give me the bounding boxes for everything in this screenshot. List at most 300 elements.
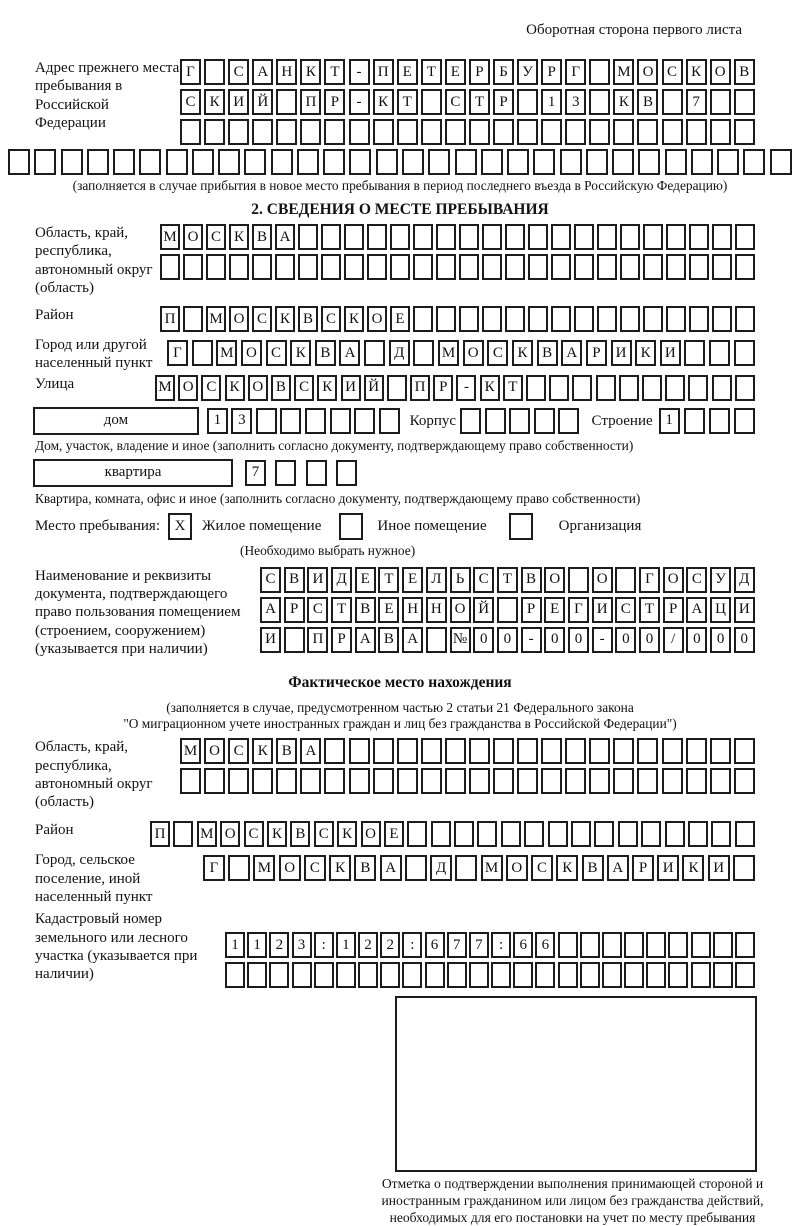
organization-checkbox[interactable] — [509, 513, 533, 540]
char-cell[interactable] — [589, 738, 610, 764]
char-cell[interactable] — [541, 738, 562, 764]
char-cell[interactable]: - — [592, 627, 613, 653]
char-cell[interactable] — [298, 224, 318, 250]
char-cell[interactable] — [662, 768, 683, 794]
char-cell[interactable] — [421, 738, 442, 764]
char-cell[interactable]: Е — [402, 567, 423, 593]
char-cell[interactable] — [565, 119, 586, 145]
char-cell[interactable]: С — [228, 738, 249, 764]
char-cell[interactable]: 6 — [425, 932, 445, 958]
char-cell[interactable]: Н — [276, 59, 297, 85]
char-cell[interactable] — [646, 962, 666, 988]
char-cell[interactable] — [541, 119, 562, 145]
prev-address-cells-row-3[interactable] — [180, 119, 755, 145]
char-cell[interactable] — [668, 932, 688, 958]
residential-checkbox[interactable]: X — [168, 513, 192, 540]
char-cell[interactable] — [276, 119, 297, 145]
char-cell[interactable]: О — [663, 567, 684, 593]
char-cell[interactable]: А — [275, 224, 295, 250]
char-cell[interactable] — [637, 738, 658, 764]
char-cell[interactable]: А — [252, 59, 273, 85]
char-cell[interactable] — [643, 224, 663, 250]
char-cell[interactable]: М — [438, 340, 459, 366]
char-cell[interactable] — [276, 89, 297, 115]
char-cell[interactable] — [735, 224, 755, 250]
char-cell[interactable] — [733, 855, 755, 881]
char-cell[interactable]: - — [456, 375, 476, 401]
char-cell[interactable]: 0 — [544, 627, 565, 653]
char-cell[interactable] — [344, 254, 364, 280]
char-cell[interactable] — [407, 821, 427, 847]
char-cell[interactable]: С — [252, 306, 272, 332]
char-cell[interactable]: 6 — [513, 932, 533, 958]
char-cell[interactable]: С — [266, 340, 287, 366]
char-cell[interactable] — [642, 375, 662, 401]
char-cell[interactable]: О — [367, 306, 387, 332]
factual-rayon-cells-row[interactable] — [150, 821, 755, 847]
char-cell[interactable] — [549, 375, 569, 401]
char-cell[interactable] — [684, 408, 705, 434]
char-cell[interactable] — [558, 932, 578, 958]
char-cell[interactable] — [602, 962, 622, 988]
char-cell[interactable] — [469, 738, 490, 764]
char-cell[interactable] — [526, 375, 546, 401]
char-cell[interactable] — [505, 254, 525, 280]
char-cell[interactable]: С — [487, 340, 508, 366]
char-cell[interactable] — [620, 224, 640, 250]
char-cell[interactable] — [376, 149, 398, 175]
char-cell[interactable] — [686, 738, 707, 764]
char-cell[interactable] — [314, 962, 334, 988]
char-cell[interactable]: 3 — [292, 932, 312, 958]
char-cell[interactable]: С — [201, 375, 221, 401]
char-cell[interactable]: 2 — [358, 932, 378, 958]
char-cell[interactable]: С — [180, 89, 201, 115]
char-cell[interactable]: М — [197, 821, 217, 847]
char-cell[interactable]: О — [178, 375, 198, 401]
gorod-cells-row[interactable] — [167, 340, 755, 366]
char-cell[interactable] — [321, 224, 341, 250]
char-cell[interactable] — [624, 932, 644, 958]
char-cell[interactable] — [735, 962, 755, 988]
char-cell[interactable] — [712, 306, 732, 332]
char-cell[interactable] — [390, 224, 410, 250]
char-cell[interactable]: : — [491, 932, 511, 958]
char-cell[interactable] — [387, 375, 407, 401]
char-cell[interactable]: В — [734, 59, 755, 85]
char-cell[interactable] — [192, 149, 214, 175]
char-cell[interactable]: М — [206, 306, 226, 332]
char-cell[interactable] — [615, 567, 636, 593]
char-cell[interactable] — [354, 408, 375, 434]
char-cell[interactable]: - — [349, 59, 370, 85]
char-cell[interactable] — [397, 119, 418, 145]
char-cell[interactable] — [413, 340, 434, 366]
char-cell[interactable]: А — [607, 855, 629, 881]
char-cell[interactable]: С — [445, 89, 466, 115]
char-cell[interactable] — [252, 768, 273, 794]
char-cell[interactable] — [505, 224, 525, 250]
char-cell[interactable]: 1 — [336, 932, 356, 958]
char-cell[interactable] — [638, 149, 660, 175]
kadastr-cells-row-2[interactable] — [225, 962, 755, 988]
char-cell[interactable] — [445, 738, 466, 764]
char-cell[interactable] — [228, 768, 249, 794]
char-cell[interactable] — [641, 821, 661, 847]
char-cell[interactable]: О — [183, 224, 203, 250]
char-cell[interactable]: 0 — [710, 627, 731, 653]
char-cell[interactable] — [390, 254, 410, 280]
char-cell[interactable] — [594, 821, 614, 847]
char-cell[interactable]: 0 — [615, 627, 636, 653]
char-cell[interactable]: Ц — [710, 597, 731, 623]
char-cell[interactable]: Д — [430, 855, 452, 881]
char-cell[interactable]: Г — [568, 597, 589, 623]
char-cell[interactable] — [637, 768, 658, 794]
char-cell[interactable] — [349, 738, 370, 764]
char-cell[interactable] — [247, 962, 267, 988]
char-cell[interactable]: 3 — [565, 89, 586, 115]
char-cell[interactable]: Т — [324, 59, 345, 85]
char-cell[interactable] — [183, 306, 203, 332]
char-cell[interactable] — [613, 738, 634, 764]
char-cell[interactable] — [734, 89, 755, 115]
char-cell[interactable]: : — [314, 932, 334, 958]
char-cell[interactable]: Н — [426, 597, 447, 623]
char-cell[interactable] — [225, 962, 245, 988]
char-cell[interactable] — [421, 768, 442, 794]
char-cell[interactable] — [691, 149, 713, 175]
char-cell[interactable]: Л — [426, 567, 447, 593]
char-cell[interactable] — [501, 821, 521, 847]
char-cell[interactable]: Д — [734, 567, 755, 593]
char-cell[interactable]: / — [663, 627, 684, 653]
char-cell[interactable] — [397, 768, 418, 794]
char-cell[interactable] — [691, 932, 711, 958]
char-cell[interactable]: Й — [252, 89, 273, 115]
char-cell[interactable] — [665, 821, 685, 847]
char-cell[interactable]: С — [304, 855, 326, 881]
char-cell[interactable]: К — [556, 855, 578, 881]
char-cell[interactable] — [482, 306, 502, 332]
char-cell[interactable] — [689, 306, 709, 332]
char-cell[interactable] — [551, 224, 571, 250]
oblast-cells-row-1[interactable] — [160, 224, 755, 250]
char-cell[interactable] — [689, 254, 709, 280]
char-cell[interactable] — [602, 932, 622, 958]
char-cell[interactable]: Т — [397, 89, 418, 115]
char-cell[interactable]: П — [300, 89, 321, 115]
char-cell[interactable]: О — [361, 821, 381, 847]
char-cell[interactable] — [662, 89, 683, 115]
char-cell[interactable]: Р — [632, 855, 654, 881]
char-cell[interactable]: О — [463, 340, 484, 366]
char-cell[interactable] — [336, 962, 356, 988]
char-cell[interactable] — [344, 224, 364, 250]
char-cell[interactable]: Г — [180, 59, 201, 85]
factual-oblast-cells-row-1[interactable] — [180, 738, 755, 764]
char-cell[interactable]: К — [229, 224, 249, 250]
char-cell[interactable] — [493, 119, 514, 145]
char-cell[interactable] — [735, 375, 755, 401]
char-cell[interactable]: 1 — [659, 408, 680, 434]
char-cell[interactable] — [192, 340, 213, 366]
char-cell[interactable]: Д — [331, 567, 352, 593]
char-cell[interactable]: С — [294, 375, 314, 401]
char-cell[interactable] — [421, 119, 442, 145]
char-cell[interactable] — [413, 306, 433, 332]
char-cell[interactable]: И — [708, 855, 730, 881]
kadastr-cells-row-1[interactable] — [225, 932, 755, 958]
char-cell[interactable]: С — [228, 59, 249, 85]
char-cell[interactable]: 7 — [245, 460, 266, 486]
char-cell[interactable] — [558, 408, 579, 434]
char-cell[interactable] — [684, 340, 705, 366]
char-cell[interactable] — [256, 408, 277, 434]
char-cell[interactable]: С — [314, 821, 334, 847]
char-cell[interactable] — [276, 768, 297, 794]
char-cell[interactable]: Т — [331, 597, 352, 623]
char-cell[interactable] — [541, 768, 562, 794]
char-cell[interactable] — [477, 821, 497, 847]
char-cell[interactable] — [61, 149, 83, 175]
char-cell[interactable]: П — [307, 627, 328, 653]
char-cell[interactable] — [574, 254, 594, 280]
char-cell[interactable]: Р — [586, 340, 607, 366]
other-premise-checkbox[interactable] — [339, 513, 363, 540]
char-cell[interactable] — [493, 768, 514, 794]
char-cell[interactable]: И — [660, 340, 681, 366]
char-cell[interactable]: В — [354, 855, 376, 881]
char-cell[interactable]: Е — [355, 567, 376, 593]
char-cell[interactable]: 7 — [686, 89, 707, 115]
char-cell[interactable] — [612, 149, 634, 175]
char-cell[interactable] — [712, 254, 732, 280]
char-cell[interactable]: П — [373, 59, 394, 85]
char-cell[interactable] — [528, 224, 548, 250]
dom-cells-row[interactable] — [207, 408, 400, 434]
char-cell[interactable]: Й — [364, 375, 384, 401]
char-cell[interactable] — [306, 460, 327, 486]
char-cell[interactable]: М — [481, 855, 503, 881]
char-cell[interactable] — [206, 254, 226, 280]
char-cell[interactable]: 0 — [686, 627, 707, 653]
char-cell[interactable]: П — [160, 306, 180, 332]
char-cell[interactable] — [513, 962, 533, 988]
char-cell[interactable] — [517, 768, 538, 794]
char-cell[interactable] — [324, 768, 345, 794]
char-cell[interactable] — [572, 375, 592, 401]
char-cell[interactable] — [770, 149, 792, 175]
char-cell[interactable] — [528, 254, 548, 280]
char-cell[interactable]: - — [521, 627, 542, 653]
char-cell[interactable] — [662, 738, 683, 764]
char-cell[interactable] — [580, 932, 600, 958]
char-cell[interactable]: А — [355, 627, 376, 653]
char-cell[interactable]: К — [267, 821, 287, 847]
char-cell[interactable]: С — [244, 821, 264, 847]
prev-address-cells-row-2[interactable] — [180, 89, 755, 115]
char-cell[interactable] — [596, 375, 616, 401]
char-cell[interactable]: С — [615, 597, 636, 623]
char-cell[interactable]: 1 — [247, 932, 267, 958]
char-cell[interactable]: С — [473, 567, 494, 593]
char-cell[interactable] — [445, 119, 466, 145]
char-cell[interactable] — [252, 119, 273, 145]
char-cell[interactable] — [734, 119, 755, 145]
char-cell[interactable]: Е — [544, 597, 565, 623]
char-cell[interactable] — [666, 224, 686, 250]
char-cell[interactable] — [459, 224, 479, 250]
char-cell[interactable] — [436, 306, 456, 332]
char-cell[interactable] — [455, 855, 477, 881]
char-cell[interactable] — [743, 149, 765, 175]
char-cell[interactable]: К — [329, 855, 351, 881]
char-cell[interactable] — [358, 962, 378, 988]
char-cell[interactable] — [624, 962, 644, 988]
char-cell[interactable]: 0 — [473, 627, 494, 653]
char-cell[interactable]: И — [228, 89, 249, 115]
char-cell[interactable]: 1 — [541, 89, 562, 115]
char-cell[interactable] — [292, 962, 312, 988]
ulitsa-cells-row[interactable] — [155, 375, 755, 401]
char-cell[interactable] — [574, 306, 594, 332]
char-cell[interactable] — [620, 254, 640, 280]
char-cell[interactable] — [735, 254, 755, 280]
char-cell[interactable]: О — [229, 306, 249, 332]
char-cell[interactable] — [445, 768, 466, 794]
char-cell[interactable] — [481, 149, 503, 175]
char-cell[interactable] — [447, 962, 467, 988]
char-cell[interactable] — [275, 254, 295, 280]
char-cell[interactable] — [436, 254, 456, 280]
char-cell[interactable]: К — [337, 821, 357, 847]
char-cell[interactable] — [560, 149, 582, 175]
char-cell[interactable]: С — [321, 306, 341, 332]
char-cell[interactable] — [710, 119, 731, 145]
char-cell[interactable]: Т — [469, 89, 490, 115]
char-cell[interactable] — [421, 89, 442, 115]
char-cell[interactable] — [34, 149, 56, 175]
char-cell[interactable]: М — [180, 738, 201, 764]
char-cell[interactable] — [535, 962, 555, 988]
char-cell[interactable] — [402, 962, 422, 988]
char-cell[interactable]: Т — [503, 375, 523, 401]
char-cell[interactable]: Е — [384, 821, 404, 847]
char-cell[interactable]: Р — [521, 597, 542, 623]
char-cell[interactable] — [373, 768, 394, 794]
char-cell[interactable]: Р — [663, 597, 684, 623]
char-cell[interactable]: - — [349, 89, 370, 115]
char-cell[interactable] — [300, 119, 321, 145]
char-cell[interactable] — [349, 119, 370, 145]
char-cell[interactable]: Р — [284, 597, 305, 623]
char-cell[interactable]: И — [307, 567, 328, 593]
char-cell[interactable]: Е — [390, 306, 410, 332]
char-cell[interactable] — [666, 306, 686, 332]
char-cell[interactable]: 7 — [469, 932, 489, 958]
char-cell[interactable] — [580, 962, 600, 988]
char-cell[interactable]: А — [300, 738, 321, 764]
char-cell[interactable]: А — [402, 627, 423, 653]
char-cell[interactable] — [735, 932, 755, 958]
char-cell[interactable]: К — [300, 59, 321, 85]
prev-address-cells-row-4[interactable] — [8, 149, 792, 175]
char-cell[interactable]: В — [378, 627, 399, 653]
char-cell[interactable]: В — [252, 224, 272, 250]
char-cell[interactable]: К — [512, 340, 533, 366]
char-cell[interactable]: 2 — [269, 932, 289, 958]
char-cell[interactable]: О — [710, 59, 731, 85]
char-cell[interactable] — [305, 408, 326, 434]
char-cell[interactable] — [204, 119, 225, 145]
char-cell[interactable]: 7 — [447, 932, 467, 958]
document-cells-row-3[interactable] — [260, 627, 755, 653]
char-cell[interactable]: К — [317, 375, 337, 401]
char-cell[interactable] — [321, 254, 341, 280]
char-cell[interactable]: Р — [331, 627, 352, 653]
char-cell[interactable]: К — [682, 855, 704, 881]
char-cell[interactable] — [589, 89, 610, 115]
char-cell[interactable]: О — [248, 375, 268, 401]
char-cell[interactable] — [618, 821, 638, 847]
char-cell[interactable] — [160, 254, 180, 280]
char-cell[interactable] — [380, 962, 400, 988]
char-cell[interactable] — [565, 768, 586, 794]
char-cell[interactable]: 0 — [639, 627, 660, 653]
char-cell[interactable]: К — [613, 89, 634, 115]
char-cell[interactable] — [183, 254, 203, 280]
char-cell[interactable] — [613, 768, 634, 794]
char-cell[interactable] — [482, 254, 502, 280]
char-cell[interactable] — [139, 149, 161, 175]
char-cell[interactable] — [469, 119, 490, 145]
char-cell[interactable] — [297, 149, 319, 175]
char-cell[interactable]: Р — [469, 59, 490, 85]
char-cell[interactable] — [87, 149, 109, 175]
char-cell[interactable] — [551, 306, 571, 332]
char-cell[interactable]: С — [531, 855, 553, 881]
char-cell[interactable] — [482, 224, 502, 250]
char-cell[interactable]: С — [662, 59, 683, 85]
char-cell[interactable] — [485, 408, 506, 434]
char-cell[interactable] — [349, 768, 370, 794]
char-cell[interactable]: О — [450, 597, 471, 623]
document-cells-row-1[interactable] — [260, 567, 755, 593]
char-cell[interactable] — [710, 768, 731, 794]
char-cell[interactable]: К — [344, 306, 364, 332]
char-cell[interactable] — [379, 408, 400, 434]
char-cell[interactable]: 0 — [497, 627, 518, 653]
char-cell[interactable] — [402, 149, 424, 175]
char-cell[interactable]: М — [253, 855, 275, 881]
char-cell[interactable]: А — [260, 597, 281, 623]
char-cell[interactable] — [505, 306, 525, 332]
char-cell[interactable] — [643, 306, 663, 332]
char-cell[interactable]: К — [275, 306, 295, 332]
char-cell[interactable] — [524, 821, 544, 847]
char-cell[interactable]: С — [686, 567, 707, 593]
char-cell[interactable] — [597, 224, 617, 250]
char-cell[interactable]: О — [241, 340, 262, 366]
char-cell[interactable] — [275, 460, 296, 486]
char-cell[interactable] — [710, 738, 731, 764]
char-cell[interactable] — [688, 821, 708, 847]
char-cell[interactable] — [712, 224, 732, 250]
char-cell[interactable] — [646, 932, 666, 958]
char-cell[interactable] — [586, 149, 608, 175]
char-cell[interactable] — [180, 119, 201, 145]
